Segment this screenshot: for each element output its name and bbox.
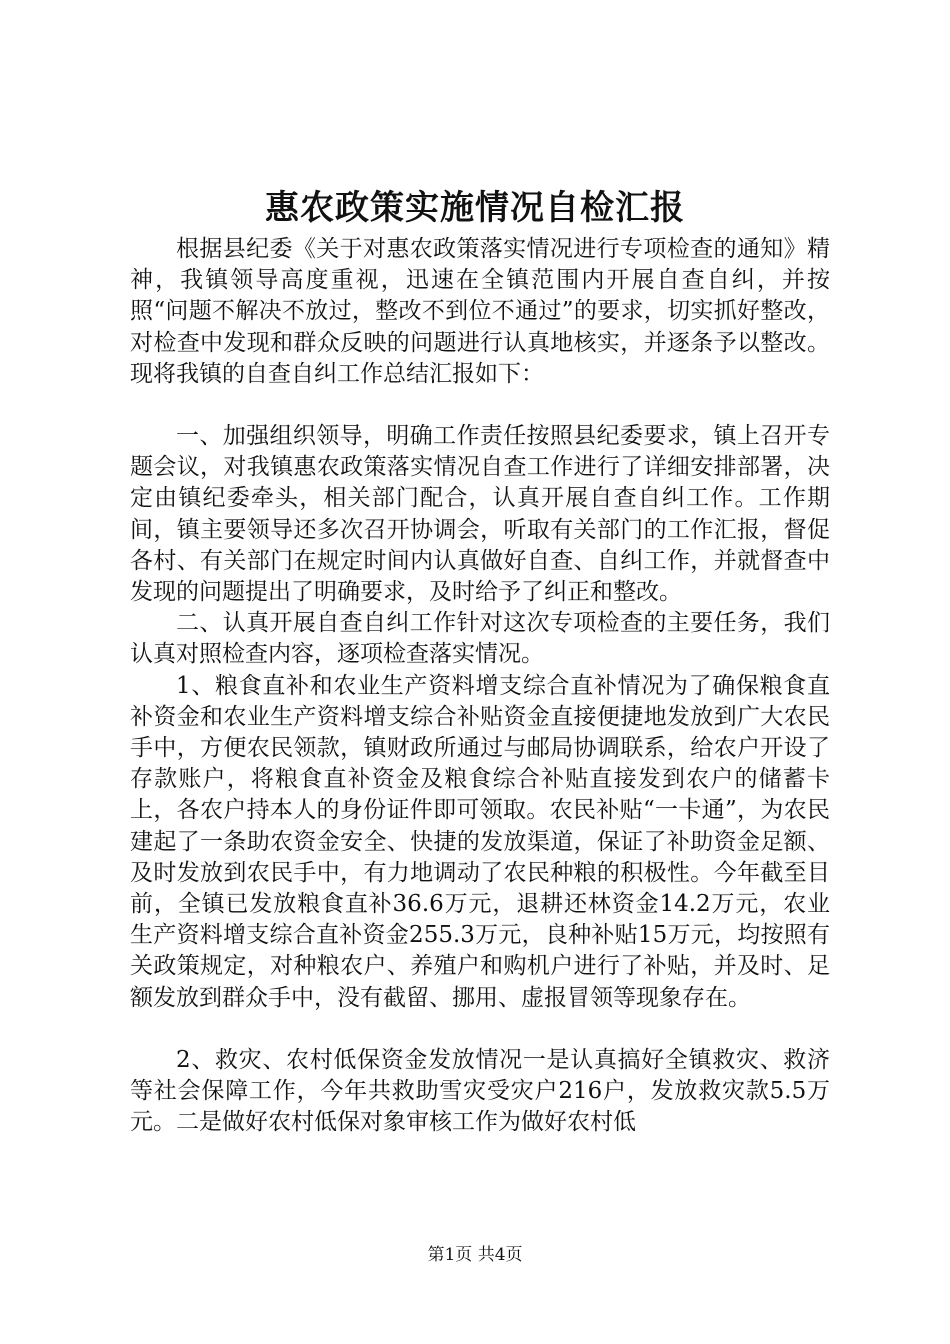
document-title: 惠农政策实施情况自检汇报 <box>265 188 685 228</box>
paragraph-section-2: 二、认真开展自查自纠工作针对这次专项检查的主要任务，我们认真对照检查内容，逐项检查落实情况。 <box>130 610 830 668</box>
paragraph-gap <box>130 390 830 421</box>
paragraph-intro: 根据县纪委《关于对惠农政策落实情况进行专项检查的通知》精神，我镇领导高度重视，迅速在全镇范围内开展自查自纠，并按照“问题不解决不放过，整改不到位不通过”的要求，切实抓好整改，对检查中发现和群众反映的问题进行认真地核实，并逐条予以整改。现将我镇的自查自纠工作总结汇报如下： <box>130 236 830 387</box>
document-body <box>130 234 830 1138</box>
page-number-footer: 第1页 共4页 <box>427 1245 523 1265</box>
paragraph-gap <box>130 1014 830 1045</box>
paragraph-item-1: 1、粮食直补和农业生产资料增支综合直补情况为了确保粮食直补资金和农业生产资料增支综合补贴资金直接便捷地发放到广大农民手中，方便农民领款，镇财政所通过与邮局协调联系，给农户开设了存款账户，将粮食直补资金及粮食综合补贴直接发到农户的储蓄卡上，各农户持本人的身份证件即可领取。农民补贴“一卡通”，为农民建起了一条助农资金安全、快捷的发放渠道，保证了补助资金足额、及时发放到农民手中，有力地调动了农民种粮的积极性。今年截至目前，全镇已发放粮食直补36.6万元，退耕还林资金14.2万元，农业生产资料增支综合直补资金255.3万元，良种补贴15万元，均按照有关政策规定，对种粮农户、养殖户和购机户进行了补贴，并及时、足额发放到群众手中，没有截留、挪用、虚报冒领等现象存在。 <box>130 672 830 1011</box>
paragraph-section-1: 一、加强组织领导，明确工作责任按照县纪委要求，镇上召开专题会议，对我镇惠农政策落实情况自查工作进行了详细安排部署，决定由镇纪委牵头，相关部门配合，认真开展自查自纠工作。工作期间，镇主要领导还多次召开协调会，听取有关部门的工作汇报，督促各村、有关部门在规定时间内认真做好自查、自纠工作，并就督查中发现的问题提出了明确要求，及时给予了纠正和整改。 <box>130 423 830 606</box>
paragraph-item-2: 2、救灾、农村低保资金发放情况一是认真搞好全镇救灾、救济等社会保障工作，今年共救助雪灾受灾户216户，发放救灾款5.5万元。二是做好农村低保对象审核工作为做好农村低 <box>130 1046 830 1136</box>
